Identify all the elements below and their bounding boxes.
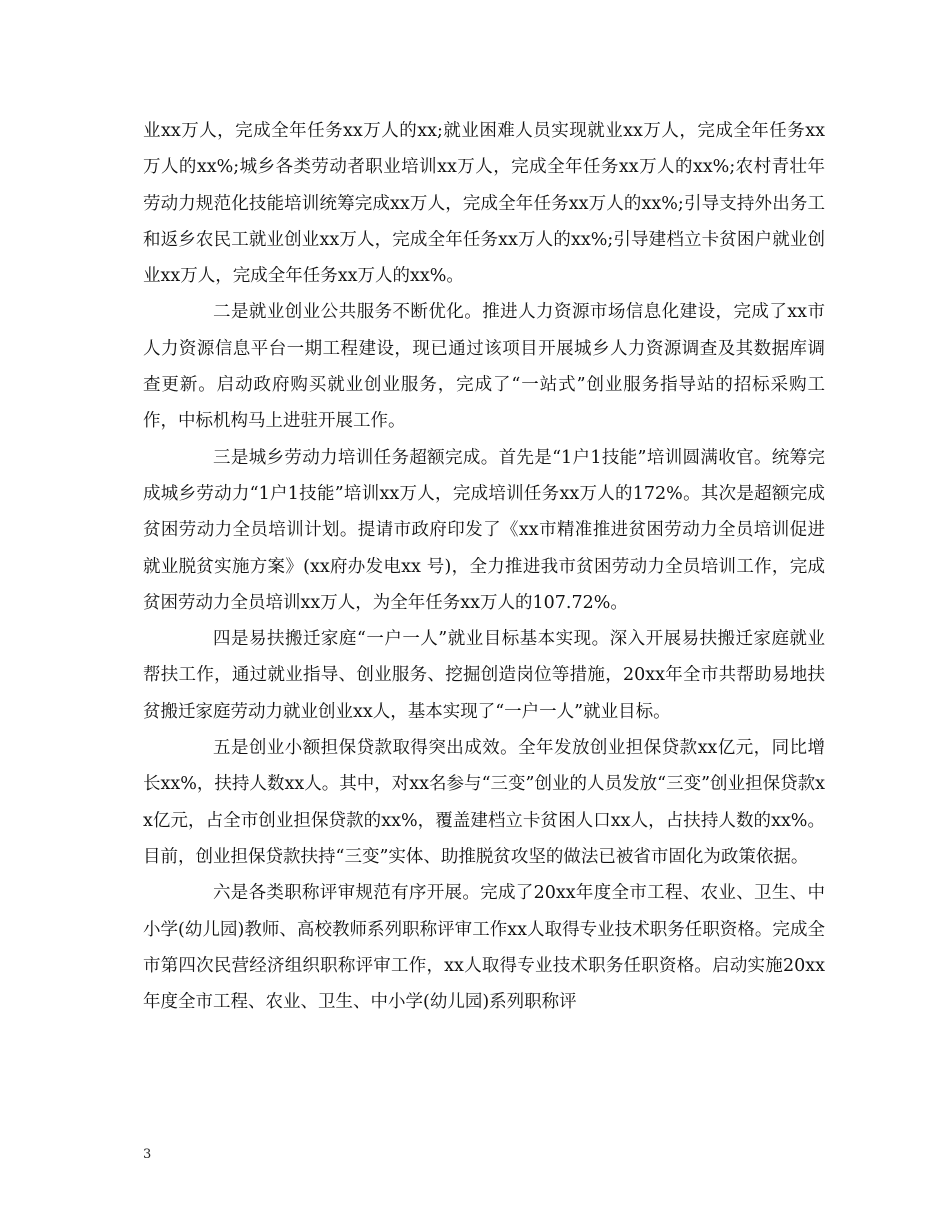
paragraph-guaranteed-loans: 五是创业小额担保贷款取得突出成效。全年发放创业担保贷款xx亿元，同比增长xx%，扶持人数xx人。其中，对xx名参与“三变”创业的人员发放“三变”创业担保贷款xx亿元，占全市创业担保贷款的xx%，覆盖建档立卡贫困人口xx人，占扶持人数的xx%。目前，创业担保贷款扶持“三变”实体、助推脱贫攻坚的做法已被省市固化为政策依据。 xyxy=(143,738,825,867)
page-number: 3 xyxy=(143,1147,152,1162)
paragraph-title-evaluation: 六是各类职称评审规范有序开展。完成了20xx年度全市工程、农业、卫生、中小学(幼儿园)教师、高校教师系列职称评审工作xx人取得专业技术职务任职资格。完成全市第四次民营经济组织职称评审工作，xx人取得专业技术职务任职资格。启动实施20xx年度全市工程、农业、卫生、中小学(幼儿园)系列职称评 xyxy=(143,883,825,1013)
paragraph-employment-figures: 业xx万人，完成全年任务xx万人的xx;就业困难人员实现就业xx万人，完成全年任务xx万人的xx%;城乡各类劳动者职业培训xx万人，完成全年任务xx万人的xx%;农村青壮年劳动力规范化技能培训统筹完成xx万人，完成全年任务xx万人的xx%;引导支持外出务工和返乡农民工就业创业xx万人，完成全年任务xx万人的xx%;引导建档立卡贫困户就业创业xx万人，完成全年任务xx万人的xx%。 xyxy=(143,121,825,287)
paragraph-relocation-employment: 四是易扶搬迁家庭“一户一人”就业目标基本实现。深入开展易扶搬迁家庭就业帮扶工作，通过就业指导、创业服务、挖掘创造岗位等措施，20xx年全市共帮助易地扶贫搬迁家庭劳动力就业创业xx人，基本实现了“一户一人”就业目标。 xyxy=(143,629,825,722)
paragraph-labor-training: 三是城乡劳动力培训任务超额完成。首先是“1户1技能”培训圆满收官。统筹完成城乡劳动力“1户1技能”培训xx万人，完成培训任务xx万人的172%。其次是超额完成贫困劳动力全员培训计划。提请市政府印发了《xx市精准推进贫困劳动力全员培训促进就业脱贫实施方案》(xx府办发电xx 号)，全力推进我市贫困劳动力全员培训工作，完成贫困劳动力全员培训xx万人，为全年任务xx万人的107.72%。 xyxy=(143,447,825,613)
body-text xyxy=(143,113,825,1020)
paragraph-public-services: 二是就业创业公共服务不断优化。推进人力资源市场信息化建设，完成了xx市人力资源信息平台一期工程建设，现已通过该项目开展城乡人力资源调查及其数据库调查更新。启动政府购买就业创业服务，完成了“一站式”创业服务指导站的招标采购工作，中标机构马上进驻开展工作。 xyxy=(143,302,825,432)
